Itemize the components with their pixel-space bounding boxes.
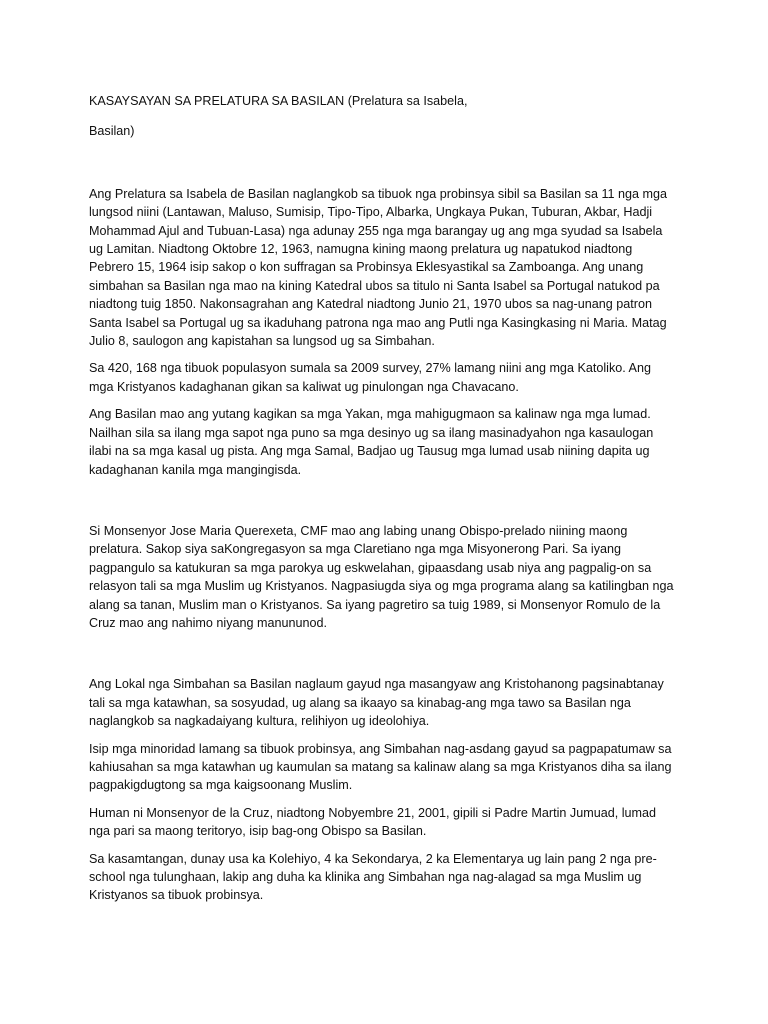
paragraph-minority-church: Isip mga minoridad lamang sa tibuok probinsya, ang Simbahan nag-asdang gayud sa pagpapatumaw sa kahiusahan sa mga katawhan ug kaumulan sa matang sa kalinaw alang sa mga Kristyanos diha sa ilang pagpakigdugtong sa mga kaigsoonang Muslim. <box>89 741 672 793</box>
paragraph-institutions: Sa kasamtangan, dunay usa ka Kolehiyo, 4 ka Sekondarya, 2 ka Elementarya ug lain pang 2 nga pre-school nga tulunghaan, lakip ang duha ka klinika ang Simbahan nga nag-alagad sa mga Muslim ug Kristyanos sa tibuok probinsya. <box>89 851 657 903</box>
paragraph-prelature-overview: Ang Prelatura sa Isabela de Basilan naglangkob sa tibuok nga probinsya sibil sa Basilan sa 11 nga mga lungsod niini (Lantawan, Maluso, Sumisip, Tipo-Tipo, Albarka, Ungkaya Pukan, Tuburan, Akbar, Hadji Mohammad Ajul and Tubuan-Lasa) nga adunay 255 nga mga barangay ug ang mga syudad sa Isabela ug Lamitan. Niadtong Oktobre 12, 1963, namugna kining maong prelatura ug napatukod niadtong Pebrero 15, 1964 isip sakop o kon suffragan sa Probinsya Eklesyastikal sa Zamboanga. Ang unang simbahan sa Basilan nga mao na kining Katedral ubos sa titulo ni Santa Isabel sa Portugal natukod pa niadtong tuig 1850. Nakonsagrahan ang Katedral niadtong Junio 21, 1970 ubos sa nag-unang patron Santa Isabel sa Portugal ug sa ikaduhang patrona nga mao ang Putli nga Kasingkasing ni Maria. Matag Julio 8, saulogon ang kapistahan sa lungsod ug sa Simbahan. <box>89 186 668 349</box>
paragraph-population: Sa 420, 168 nga tibuok populasyon sumala sa 2009 survey, 27% lamang niini ang mga Katoliko. Ang mga Kristyanos kadaghanan gikan sa kaliwat ug pinulongan nga Chavacano. <box>89 361 651 394</box>
document-title-line-2: Basilan) <box>89 124 135 139</box>
paragraph-first-bishop: Si Monsenyor Jose Maria Querexeta, CMF mao ang labing unang Obispo-prelado niining maong prelatura. Sakop siya saKongregasyon sa mga Claretiano nga mga Misyonerong Pari. Sa iyang pagpangulo sa katukuran sa mga parokya ug eskwelahan, gipaasdang usab niya ang pagpalig-on sa relasyon tali sa mga Muslim ug Kristyanos. Nagpasiugda siya og mga programa alang sa katilingban nga alang sa tanan, Muslim man o Kristyanos. Sa iyang pagretiro sa tuig 1989, si Monsenyor Romulo de la Cruz mao ang nahimo niyang manununod. <box>89 523 674 630</box>
paragraph-local-church-mission: Ang Lokal nga Simbahan sa Basilan naglaum gayud nga masangyaw ang Kristohanong pagsinabtanay tali sa mga katawhan, sa sosyudad, ug alang sa ikaayo sa kinabag-ang mga tawo sa Basilan nga naglangkob sa nagkadaiyang kultura, relihiyon ug ideolohiya. <box>89 677 664 729</box>
paragraph-indigenous-peoples: Ang Basilan mao ang yutang kagikan sa mga Yakan, mga mahigugmaon sa kalinaw nga mga lumad. Nailhan sila sa ilang mga sapot nga puno sa mga desinyo ug sa ilang masinadyahon nga kasaulogan ilabi na sa mga kasal ug pista. Ang mga Samal, Badjao ug Tausug mga lumad usab niining dapita ug kadaghanan kanila mga mangingisda. <box>89 407 654 477</box>
document-title-line-1: KASAYSAYAN SA PRELATURA SA BASILAN (Prelatura sa Isabela, <box>89 94 468 108</box>
document-body <box>89 92 675 914</box>
paragraph-new-bishop: Human ni Monsenyor de la Cruz, niadtong Nobyembre 21, 2001, gipili si Padre Martin Jumuad, lumad nga pari sa maong teritoryo, isip bag-ong Obispo sa Basilan. <box>89 805 657 839</box>
